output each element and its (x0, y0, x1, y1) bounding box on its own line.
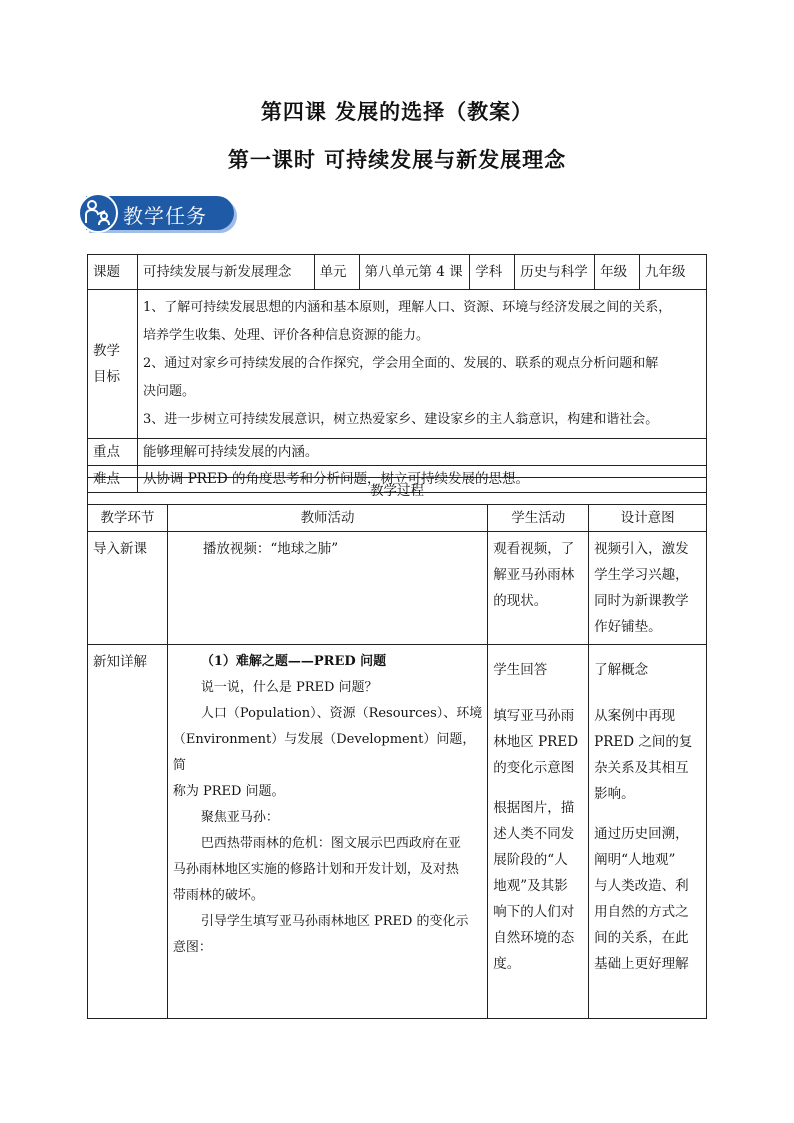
text-spacer (594, 683, 701, 703)
text-line: 说一说，什么是 PRED 问题？ (200, 680, 378, 695)
section-banner (78, 193, 236, 233)
text-spacer (594, 807, 701, 821)
goal-line: 1、了解可持续发展思想的内涵和基本原则，理解人口、资源、环境与经济发展之间的关系， (142, 300, 672, 315)
process-header-row (88, 505, 707, 532)
goals-text (137, 290, 706, 439)
text-line: 观看视频，了 (493, 541, 575, 557)
text-line: 意图： (172, 940, 212, 955)
text-line: 杂关系及其相互 (594, 760, 689, 776)
text-line: 基础上更好理解 (594, 956, 689, 972)
text-line: 影响。 (594, 786, 635, 802)
header-intent: 设计意图 (589, 505, 707, 532)
difficult-label: 难点 (88, 466, 138, 493)
text-line: 视频引入，激发 (594, 541, 689, 557)
lesson-subtitle: 第一课时 可持续发展与新发展理念 (227, 147, 567, 172)
text-line: 述人类不同发 (493, 826, 575, 842)
text-line: 了解概念 (594, 662, 649, 678)
grade-label: 年级 (595, 255, 640, 290)
subject-value: 历史与科学 (515, 255, 595, 290)
text-line: 带雨林的破坏。 (172, 888, 264, 903)
text-line: 阐明“人地观” (594, 852, 676, 868)
text-line: 学生学习兴趣， (594, 567, 689, 583)
header-stage: 教学环节 (88, 505, 168, 532)
text-line: 聚焦亚马孙： (200, 810, 279, 825)
text-line: 巴西热带雨林的危机：图文展示巴西政府在亚 (200, 836, 461, 851)
text-line: 自然环境的态 (493, 930, 575, 946)
grade-value: 九年级 (640, 255, 707, 290)
key-text: 能够理解可持续发展的内涵。 (137, 439, 706, 466)
new-stage: 新知详解 (88, 645, 168, 1019)
header-teacher: 教师活动 (167, 505, 487, 532)
text-line: 的变化示意图 (493, 760, 575, 776)
new-teacher (167, 645, 487, 1019)
text-line: 引导学生填写亚马孙雨林地区 PRED 的变化示 (200, 914, 469, 929)
text-spacer (493, 781, 583, 795)
text-line: 度。 (493, 956, 521, 972)
process-title: 教学过程 (88, 478, 707, 505)
text-line: 同时为新课教学 (594, 593, 689, 609)
text-line: 填写亚马孙雨 (493, 708, 575, 724)
goal-line: 2、通过对家乡可持续发展的合作探究，学会用全面的、发展的、联系的观点分析问题和解 (142, 356, 659, 371)
intro-teacher-text: 播放视频：“地球之肺” (202, 541, 339, 557)
text-line: 人口（Population）、资源（Resources）、环境 (200, 706, 483, 721)
text-line: 解亚马孙雨林 (493, 567, 575, 583)
difficult-text: 从协调 PRED 的角度思考和分析问题，树立可持续发展的思想。 (137, 466, 706, 493)
text-line: （Environment）与发展（Development）问题，简 (172, 732, 476, 773)
key-row (88, 439, 707, 466)
intro-student (488, 532, 589, 645)
lesson-title: 第四课 发展的选择（教案） (260, 99, 534, 124)
process-title-row (88, 478, 707, 505)
unit-value: 第八单元第 4 课 (359, 255, 470, 290)
lesson-info-table (87, 254, 707, 493)
topic-value: 可持续发展与新发展理念 (137, 255, 314, 290)
text-line: 用自然的方式之 (594, 904, 689, 920)
banner-label: 教学任务 (123, 204, 207, 228)
subject-label: 学科 (470, 255, 515, 290)
text-line: 响下的人们对 (493, 904, 575, 920)
intro-stage: 导入新课 (88, 532, 168, 645)
unit-label: 单元 (314, 255, 359, 290)
new-student (488, 645, 589, 1019)
new-knowledge-row (88, 645, 707, 1019)
text-line: 通过历史回溯， (594, 826, 689, 842)
teacher-student-icon (83, 199, 113, 227)
text-line: 与人类改造、利 (594, 878, 689, 894)
text-line: PRED 之间的复 (594, 734, 693, 750)
teaching-process-table (87, 477, 707, 1019)
text-line: 作好铺垫。 (594, 619, 662, 635)
text-line: 的现状。 (493, 593, 548, 609)
goals-label (88, 290, 138, 439)
text-line: 从案例中再现 (594, 708, 676, 724)
goals-label-line: 目标 (93, 369, 120, 385)
text-line: 林地区 PRED (493, 734, 579, 750)
new-intent (589, 645, 707, 1019)
info-row (88, 255, 707, 290)
goal-line: 决问题。 (142, 384, 195, 399)
text-line: 马孙雨林地区实施的修路计划和开发计划，及对热 (172, 862, 459, 877)
goal-line: 3、进一步树立可持续发展意识，树立热爱家乡、建设家乡的主人翁意识，构建和谐社会。 (142, 412, 659, 427)
text-spacer (493, 683, 583, 703)
goals-label-line: 教学 (93, 343, 120, 359)
text-line: 称为 PRED 问题。 (172, 784, 285, 799)
text-line: 根据图片，描 (493, 800, 575, 816)
text-line: 地观”及其影 (493, 878, 568, 894)
text-line: 间的关系，在此 (594, 930, 689, 946)
text-line: 展阶段的“人 (493, 852, 568, 868)
intro-intent (589, 532, 707, 645)
header-student: 学生活动 (488, 505, 589, 532)
goal-line: 培养学生收集、处理、评价各种信息资源的能力。 (142, 328, 429, 343)
goals-row (88, 290, 707, 439)
intro-row (88, 532, 707, 645)
topic-label: 课题 (88, 255, 138, 290)
intro-teacher (167, 532, 487, 645)
key-label: 重点 (88, 439, 138, 466)
text-line: 学生回答 (493, 662, 548, 678)
section-heading: （1）难解之题——PRED 问题 (200, 654, 387, 669)
